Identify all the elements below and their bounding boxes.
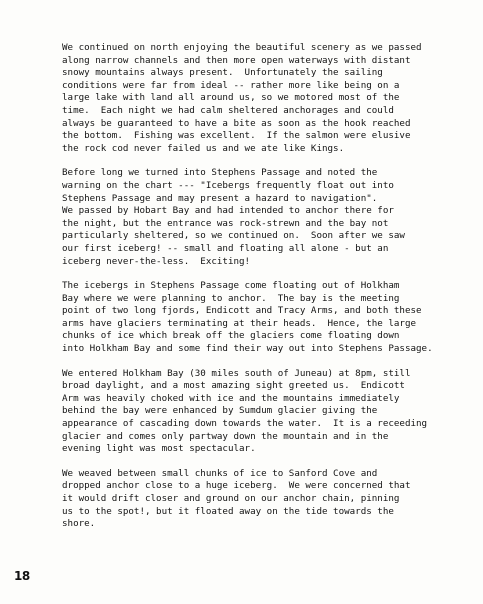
text-line: shore. [62, 518, 96, 530]
text-line: the bottom. Fishing was excellent. If the salmon were elusive [62, 130, 411, 142]
text-line: it would drift closer and ground on our anchor chain, pinning [62, 493, 400, 504]
text-line: We weaved between small chunks of ice to Sanford Cove and [62, 467, 378, 479]
text-line: evening light was most spectacular. [62, 443, 256, 455]
paragraph-1 [62, 42, 480, 155]
text-line: glacier and comes only partway down the mountain and in the [62, 430, 389, 442]
text-line: conditions were far from ideal -- rather more like being on a [62, 79, 400, 91]
paragraph-4 [62, 368, 480, 456]
body-text [62, 42, 480, 543]
text-line: Before long we turned into Stephens Passage and noted the [62, 167, 378, 179]
page-number: 18 [14, 569, 30, 583]
text-line: warning on the chart --- "Icebergs frequently float out into [62, 179, 394, 191]
text-line: We continued on north enjoying the beautiful scenery as we passed [62, 42, 422, 53]
text-line: the rock cod never failed us and we ate like Kings. [62, 142, 345, 154]
text-line: behind the bay were enhanced by Sumdum glacier giving the [62, 405, 378, 417]
text-line: The icebergs in Stephens Passage come floating out of Holkham [62, 280, 400, 292]
text-line: We entered Holkham Bay (30 miles south of Juneau) at 8pm, still [62, 367, 411, 379]
text-line: time. Each night we had calm sheltered anchorages and could [62, 104, 394, 116]
text-line: particularly sheltered, so we continued on. Soon after we saw [62, 230, 405, 242]
text-line: dropped anchor close to a huge iceberg. We were concerned that [62, 480, 411, 492]
text-line: our first iceberg! -- small and floating all alone - but an [62, 242, 389, 254]
text-line: always be guaranteed to have a bite as soon as the hook reached [62, 117, 411, 129]
text-line: into Holkham Bay and some find their way out into Stephens Passage. [62, 343, 433, 355]
paragraph-3 [62, 280, 480, 356]
text-line: us to the spot!, but it floated away on the tide towards the [62, 505, 394, 517]
text-line: Stephens Passage and may present a hazard to navigation". [62, 192, 378, 204]
text-line: large lake with land all around us, so we motored most of the [62, 92, 400, 104]
text-line: appearance of cascading down towards the water. It is a receeding [62, 418, 428, 430]
text-line: snowy mountains always present. Unfortunately the sailing [62, 67, 383, 79]
text-line: broad daylight, and a most amazing sight greeted us. Endicott [62, 380, 405, 392]
text-line: along narrow channels and then more open waterways with distant [62, 54, 411, 66]
text-line: chunks of ice which break off the glaciers come floating down [62, 330, 400, 342]
text-line: Arm was heavily choked with ice and the mountains immediately [62, 392, 400, 404]
paragraph-5 [62, 468, 480, 531]
text-line: the night, but the entrance was rock-strewn and the bay not [62, 217, 389, 229]
paragraph-2 [62, 167, 480, 268]
text-line: iceberg never-the-less. Exciting! [62, 255, 251, 267]
text-line: point of two long fjords, Endicott and Tracy Arms, and both these [62, 305, 422, 317]
text-line: arms have glaciers terminating at their heads. Hence, the large [62, 317, 417, 329]
text-line: We passed by Hobart Bay and had intended to anchor there for [62, 205, 394, 217]
text-line: Bay where we were planning to anchor. The bay is the meeting [62, 292, 400, 304]
